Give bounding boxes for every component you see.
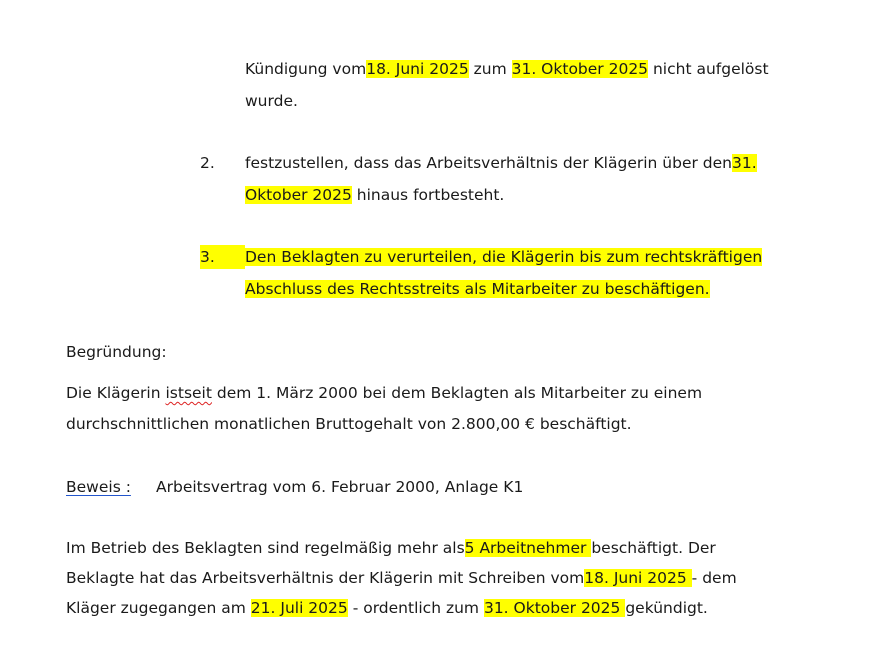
p2-line1 [66,536,716,560]
highlight-date: 31. Oktober 2025 [511,60,649,78]
item1-line2: wurde. [245,92,298,110]
p1-line1 [66,381,702,405]
text: nicht aufgelöst [648,60,769,78]
text: gekündigt. [625,599,708,617]
p2-line2 [66,566,737,590]
highlight-date: 18. Juni 2025 [584,569,692,587]
item2-line2 [245,183,504,207]
p2-line3 [66,596,708,620]
text: Kläger zugegangen am [66,599,251,617]
p1-line2: durchschnittlichen monatlichen Bruttogehalt von 2.800,00 € beschäftigt. [66,415,632,433]
text: dem 1. März 2000 bei dem Beklagten als Mitarbeiter zu einem [211,384,703,402]
text: Die Klägerin [66,384,166,402]
beweis-text: Arbeitsvertrag vom 6. Februar 2000, Anlage K1 [156,478,524,496]
item2-number: 2. [200,154,215,172]
highlight-date: Oktober 2025 [245,186,352,204]
item1-line1 [245,57,769,81]
item3-number: 3. [200,245,245,269]
item3-line2 [245,277,710,301]
highlight-text: 5 Arbeitnehmer [464,539,592,557]
highlight-date: 31. [731,154,757,172]
text: Beklagte hat das Arbeitsverhältnis der Klägerin mit Schreiben vom [66,569,585,587]
text: beschäftigt. Der [591,539,716,557]
highlight-date: 21. Juli 2025 [250,599,348,617]
text: Kündigung vom [245,60,367,78]
text: zum [468,60,512,78]
beweis-label-text: Beweis : [66,478,131,496]
item2-line1 [245,151,757,175]
text: Im Betrieb des Beklagten sind regelmäßig mehr als [66,539,465,557]
beweis-label [66,475,131,499]
text: festzustellen, dass das Arbeitsverhältnis der Klägerin über den [245,154,732,172]
text: - dem [691,569,737,587]
text: - ordentlich zum [347,599,484,617]
section-heading: Begründung: [66,343,167,361]
highlight-date: 31. Oktober 2025 [483,599,626,617]
text: hinaus fortbesteht. [351,186,505,204]
highlight-text: Abschluss des Rechtsstreits als Mitarbeiter zu beschäftigen. [245,280,710,298]
spellcheck-error[interactable]: istseit [165,384,212,402]
highlight-text: Den Beklagten zu verurteilen, die Klägerin bis zum rechtskräftigen [245,248,763,266]
highlight-date: 18. Juni 2025 [366,60,469,78]
item3-line1 [245,245,762,269]
